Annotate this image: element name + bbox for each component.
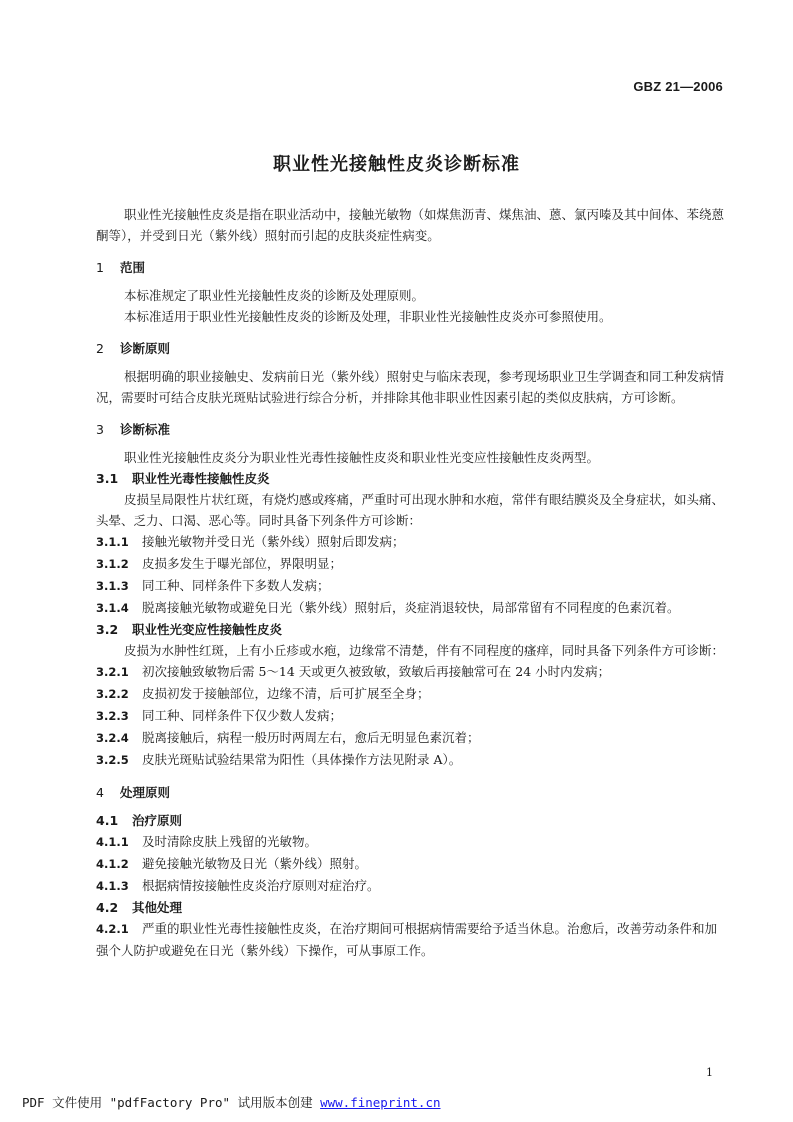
list-item bbox=[96, 661, 726, 683]
section-title: 诊断原则 bbox=[120, 341, 171, 356]
section-3-paragraph: 职业性光接触性皮炎分为职业性光毒性接触性皮炎和职业性光变应性接触性皮炎两型。 bbox=[124, 450, 600, 465]
item-number: 3.1.2 bbox=[96, 557, 129, 571]
subsection-number: 4.2 bbox=[96, 900, 119, 915]
item-number: 4.1.1 bbox=[96, 835, 129, 849]
section-3-heading bbox=[96, 419, 726, 440]
item-text: 脱离接触后，病程一般历时两周左右，愈后无明显色素沉着； bbox=[142, 730, 480, 745]
item-number: 3.2.3 bbox=[96, 709, 129, 723]
item-text: 根据病情按接触性皮炎治疗原则对症治疗。 bbox=[142, 878, 380, 893]
item-text: 严重的职业性光毒性接触性皮炎，在治疗期间可根据病情需要给予适当休息。治愈后，改善劳动条件和加强个人防护或避免在日光（紫外线）下操作，可从事原工作。 bbox=[96, 921, 718, 958]
list-item bbox=[96, 575, 726, 597]
section-title: 处理原则 bbox=[120, 785, 171, 800]
section-number: 1 bbox=[96, 260, 104, 275]
item-text: 皮肤光斑贴试验结果常为阳性（具体操作方法见附录 A）。 bbox=[142, 752, 462, 767]
subsection-title: 职业性光变应性接触性皮炎 bbox=[132, 622, 283, 637]
list-item bbox=[96, 553, 726, 575]
list-item bbox=[96, 705, 726, 727]
item-number: 4.2.1 bbox=[96, 922, 129, 936]
document-body bbox=[96, 204, 726, 961]
intro-paragraph: 职业性光接触性皮炎是指在职业活动中，接触光敏物（如煤焦沥青、煤焦油、蒽、氯丙嗪及其中间体、苯绕蒽酮等），并受到日光（紫外线）照射而引起的皮肤炎症性病变。 bbox=[96, 207, 725, 243]
subsection-3-2-description: 皮损为水肿性红斑，上有小丘疹或水疱，边缘常不清楚，伴有不同程度的瘙痒，同时具备下列条件方可诊断： bbox=[124, 643, 725, 658]
list-item bbox=[96, 531, 726, 553]
item-number: 4.1.3 bbox=[96, 879, 129, 893]
subsection-number: 3.2 bbox=[96, 622, 119, 637]
list-item bbox=[96, 727, 726, 749]
list-item bbox=[96, 597, 726, 619]
item-text: 同工种、同样条件下仅少数人发病； bbox=[142, 708, 343, 723]
list-item bbox=[96, 683, 726, 705]
section-1-paragraph: 本标准规定了职业性光接触性皮炎的诊断及处理原则。 bbox=[124, 288, 425, 303]
subsection-title: 治疗原则 bbox=[132, 813, 183, 828]
item-number: 3.2.5 bbox=[96, 753, 129, 767]
section-2-paragraph: 根据明确的职业接触史、发病前日光（紫外线）照射史与临床表现，参考现场职业卫生学调查和同工种发病情况，需要时可结合皮肤光斑贴试验进行综合分析，并排除其他非职业性因素引起的类似皮肤病，方可诊断。 bbox=[96, 369, 725, 405]
item-text: 及时清除皮肤上残留的光敏物。 bbox=[142, 834, 318, 849]
section-number: 3 bbox=[96, 422, 104, 437]
footer-link[interactable]: www.fineprint.cn bbox=[320, 1095, 441, 1110]
item-text: 同工种、同样条件下多数人发病； bbox=[142, 578, 330, 593]
item-text: 皮损初发于接触部位，边缘不清，后可扩展至全身； bbox=[142, 686, 430, 701]
footer-text: PDF 文件使用 "pdfFactory Pro" 试用版本创建 bbox=[22, 1095, 321, 1110]
subsection-3-1-description: 皮损呈局限性片状红斑，有烧灼感或疼痛，严重时可出现水肿和水疱，常伴有眼结膜炎及全身症状，如头痛、头晕、乏力、口渴、恶心等。同时具备下列条件方可诊断： bbox=[96, 492, 725, 528]
subsection-number: 3.1 bbox=[96, 471, 119, 486]
section-1-paragraph: 本标准适用于职业性光接触性皮炎的诊断及处理，非职业性光接触性皮炎亦可参照使用。 bbox=[124, 309, 612, 324]
subsection-4-1-heading bbox=[96, 810, 726, 831]
item-text: 脱离接触光敏物或避免日光（紫外线）照射后，炎症消退较快，局部常留有不同程度的色素沉着。 bbox=[142, 600, 680, 615]
list-item bbox=[96, 749, 726, 771]
section-number: 2 bbox=[96, 341, 104, 356]
subsection-3-2-heading bbox=[96, 619, 726, 640]
item-number: 3.1.1 bbox=[96, 535, 129, 549]
item-number: 3.1.3 bbox=[96, 579, 129, 593]
item-text: 初次接触致敏物后需 5～14 天或更久被致敏，致敏后再接触常可在 24 小时内发病； bbox=[142, 664, 611, 679]
list-item bbox=[96, 831, 726, 853]
item-number: 3.2.1 bbox=[96, 665, 129, 679]
page-number: 1 bbox=[706, 1066, 713, 1079]
section-number: 4 bbox=[96, 785, 104, 800]
item-number: 3.2.4 bbox=[96, 731, 129, 745]
item-number: 3.1.4 bbox=[96, 601, 129, 615]
item-number: 4.1.2 bbox=[96, 857, 129, 871]
document-title: 职业性光接触性皮炎诊断标准 bbox=[273, 154, 520, 175]
subsection-number: 4.1 bbox=[96, 813, 119, 828]
section-title: 范围 bbox=[120, 260, 146, 275]
list-item bbox=[96, 853, 726, 875]
section-4-heading bbox=[96, 782, 726, 803]
section-1-heading bbox=[96, 257, 726, 278]
section-2-heading bbox=[96, 338, 726, 359]
list-item bbox=[96, 875, 726, 897]
item-text: 皮损多发生于曝光部位，界限明显； bbox=[142, 556, 343, 571]
subsection-title: 职业性光毒性接触性皮炎 bbox=[132, 471, 270, 486]
subsection-4-2-heading bbox=[96, 897, 726, 918]
list-item bbox=[96, 918, 726, 961]
pdf-footer bbox=[22, 1093, 441, 1111]
section-title: 诊断标准 bbox=[120, 422, 171, 437]
subsection-title: 其他处理 bbox=[132, 900, 183, 915]
standard-number: GBZ 21—2006 bbox=[633, 79, 723, 94]
item-number: 3.2.2 bbox=[96, 687, 129, 701]
item-text: 接触光敏物并受日光（紫外线）照射后即发病； bbox=[142, 534, 405, 549]
item-text: 避免接触光敏物及日光（紫外线）照射。 bbox=[142, 856, 368, 871]
subsection-3-1-heading bbox=[96, 468, 726, 489]
